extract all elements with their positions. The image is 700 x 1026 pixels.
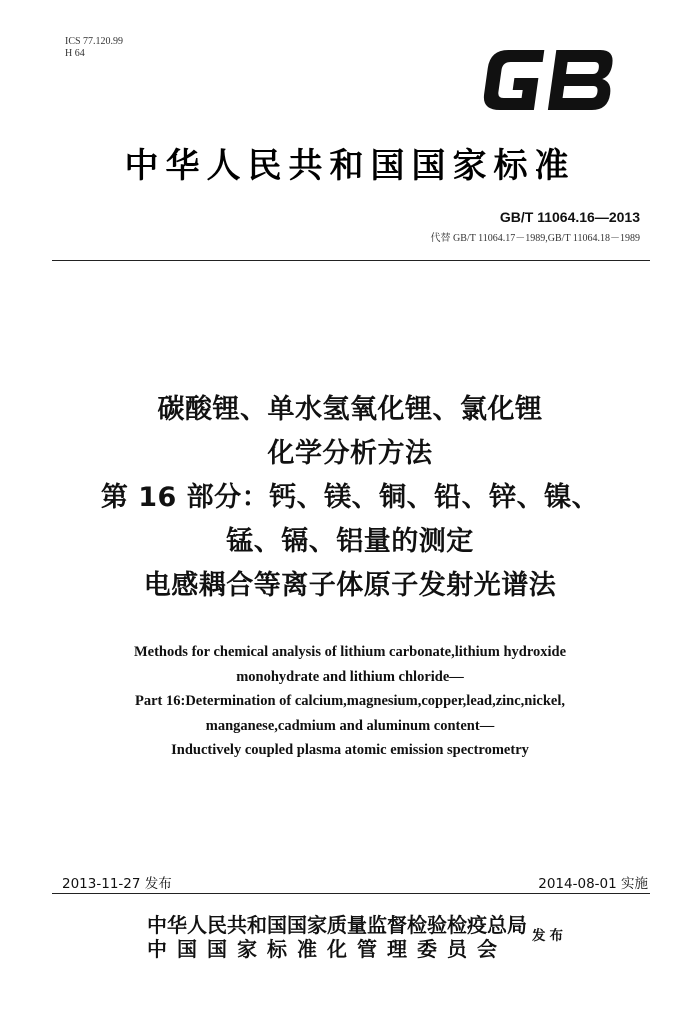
chinese-title <box>0 388 700 608</box>
footer-divider <box>52 893 650 894</box>
english-title <box>0 640 700 763</box>
issuing-authorities <box>147 913 527 961</box>
issuer-aqsiq: 中华人民共和国国家质量监督检验检疫总局 <box>147 913 527 937</box>
chinese-title-line: 第 16 部分：钙、镁、铜、铅、锌、镍、 <box>100 482 600 513</box>
replaces-note: 代替 GB/T 11064.17－1989,GB/T 11064.18－1989 <box>430 233 640 244</box>
chinese-title-line: 化学分析方法 <box>267 438 433 469</box>
publish-label: 发布 <box>532 928 567 944</box>
ccs-code: H 64 <box>65 48 85 59</box>
chinese-title-line: 碳酸锂、单水氢氧化锂、氯化锂 <box>157 394 543 425</box>
issue-date: 2013-11-27 发布 <box>62 876 172 892</box>
classification-codes <box>65 36 123 60</box>
english-title-line: monohydrate and lithium chloride— <box>236 668 464 685</box>
standard-title: 中华人民共和国国家标准 <box>124 146 576 186</box>
english-title-line: Inductively coupled plasma atomic emission spectrometry <box>171 742 529 758</box>
english-title-line: Part 16:Determination of calcium,magnesium,copper,lead,zinc,nickel, <box>135 693 565 709</box>
chinese-title-line: 锰、镉、铝量的测定 <box>226 526 474 557</box>
ics-code: ICS 77.120.99 <box>65 36 124 47</box>
chinese-title-line: 电感耦合等离子体原子发射光谱法 <box>143 570 557 601</box>
header-divider <box>52 260 650 261</box>
gb-logo <box>470 38 620 120</box>
english-title-line: Methods for chemical analysis of lithium carbonate,lithium hydroxide <box>133 644 567 660</box>
implementation-date: 2014-08-01 实施 <box>538 876 648 892</box>
standard-number: GB/T 11064.16—2013 <box>499 209 640 225</box>
english-title-line: manganese,cadmium and aluminum content— <box>205 717 495 734</box>
issuer-sac: 中国国家标准化管理委员会 <box>147 937 507 961</box>
